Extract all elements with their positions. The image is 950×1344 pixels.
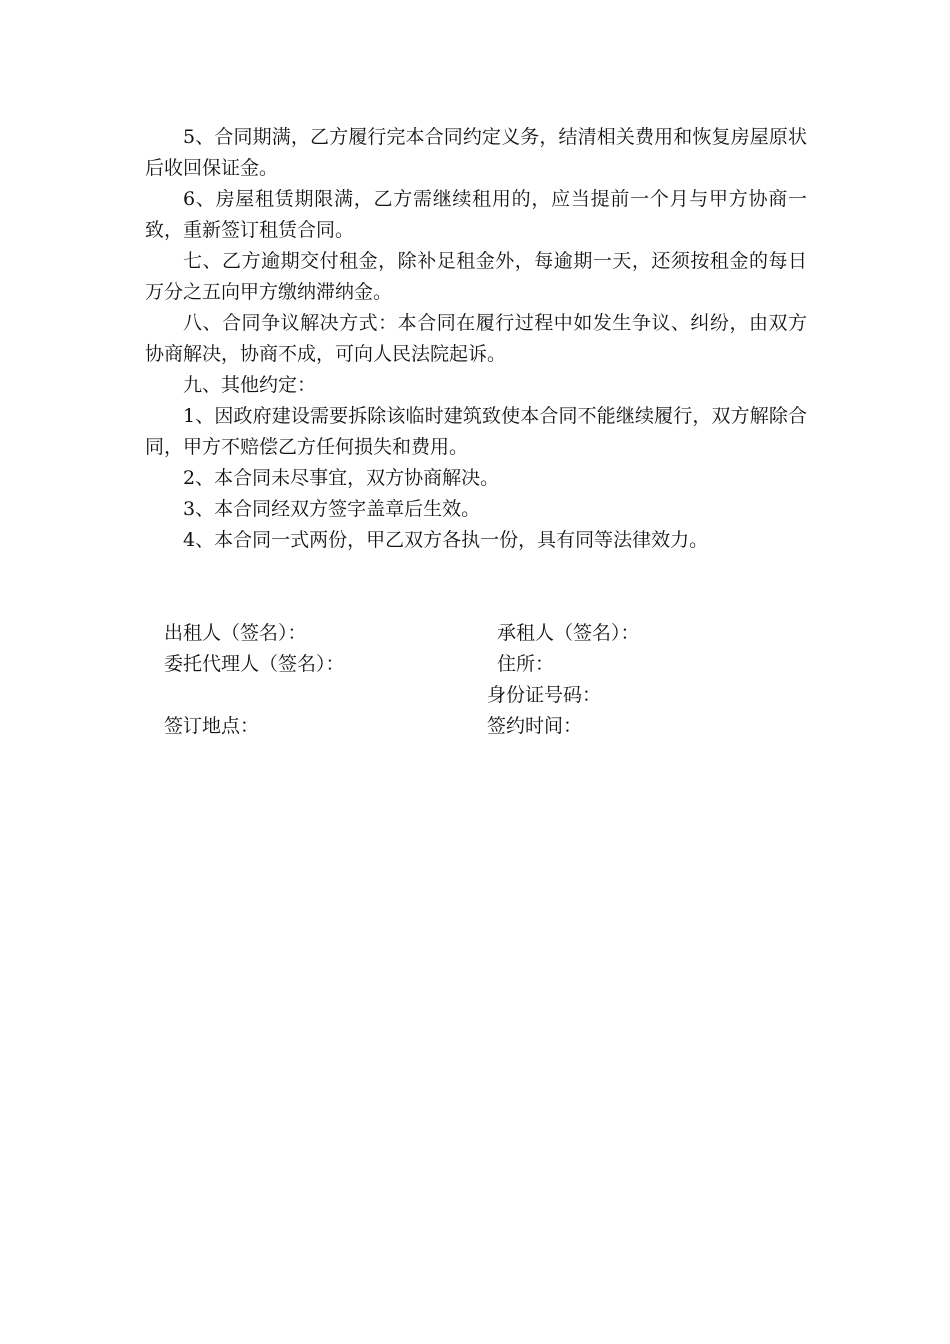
signing-place-label: 签订地点： bbox=[164, 715, 260, 737]
contract-clauses bbox=[145, 122, 807, 556]
address-label: 住所： bbox=[497, 653, 555, 675]
lessor-signature-label: 出租人（签名）： bbox=[164, 622, 307, 644]
clause-8-dispute-resolution: 八、合同争议解决方式：本合同在履行过程中如发生争议、纠纷，由双方协商解决，协商不成，可向人民法院起诉。 bbox=[145, 312, 807, 365]
other-term-2-unresolved-matters: 2、本合同未尽事宜，双方协商解决。 bbox=[183, 467, 500, 489]
clause-9-other-terms-heading: 九、其他约定： bbox=[183, 374, 317, 396]
signing-time-label: 签约时间： bbox=[487, 715, 583, 737]
other-term-1-demolition: 1、因政府建设需要拆除该临时建筑致使本合同不能继续履行，双方解除合同，甲方不赔偿乙方任何损失和费用。 bbox=[145, 405, 807, 458]
lessee-signature-label: 承租人（签名）： bbox=[497, 622, 640, 644]
id-number-label: 身份证号码： bbox=[487, 684, 602, 706]
clause-5-deposit-return: 5、合同期满，乙方履行完本合同约定义务，结清相关费用和恢复房屋原状后收回保证金。 bbox=[145, 126, 807, 179]
clause-6-lease-renewal: 6、房屋租赁期限满，乙方需继续租用的，应当提前一个月与甲方协商一致，重新签订租赁合同。 bbox=[145, 188, 807, 241]
other-term-3-effectiveness: 3、本合同经双方签字盖章后生效。 bbox=[183, 498, 481, 520]
agent-signature-label: 委托代理人（签名）： bbox=[164, 653, 345, 675]
clause-7-late-payment: 七、乙方逾期交付租金，除补足租金外，每逾期一天，还须按租金的每日万分之五向甲方缴纳滞纳金。 bbox=[145, 250, 807, 303]
other-term-4-copies: 4、本合同一式两份，甲乙双方各执一份，具有同等法律效力。 bbox=[183, 529, 709, 551]
